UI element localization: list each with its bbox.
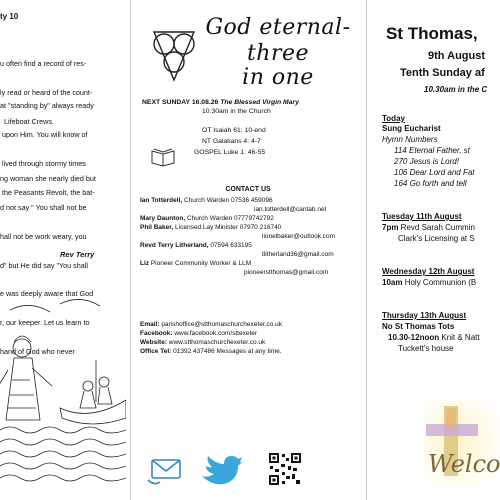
- contact-online: [140, 320, 362, 356]
- contact-line: Ian Totterdell, Church Warden 07536 459096: [140, 197, 273, 204]
- reflection-paragraph-1: u often find a record of res- ly read or heard of the count- Lifeboat Crews.: [0, 59, 93, 126]
- banner-line-3: in one: [242, 65, 314, 90]
- tuesday-label: Tuesday 11th August: [382, 212, 462, 221]
- wednesday-label: Wednesday 12th August: [382, 267, 475, 276]
- banner-line-1: God eternal-: [205, 15, 351, 40]
- hymn-item: 114 Eternal Father, st: [394, 146, 470, 155]
- contact-line: ian.totterdell@cantab.net: [254, 206, 327, 213]
- trinity-symbol-icon: [148, 22, 200, 92]
- welcome-graphic: [424, 400, 500, 490]
- church-name: St Thomas,: [386, 24, 478, 43]
- tuesday-event: 7pm Revd Sarah Cummin: [382, 223, 475, 232]
- hymns-label: Hymn Numbers: [382, 135, 438, 144]
- next-sunday-label: NEXT SUNDAY 16.08.26: [142, 99, 219, 106]
- signature: Rev Terry: [60, 250, 95, 259]
- thursday-label: Thursday 13th August: [382, 311, 467, 320]
- twitter-bird-icon: [198, 452, 242, 486]
- email-line[interactable]: Email: parishoffice@stthomaschurchexeter.co.uk: [140, 321, 282, 328]
- tuesday-event-cont: Clark's Licensing at S: [398, 234, 475, 243]
- bible-icon: [150, 145, 176, 167]
- contact-title: CONTACT US: [225, 186, 271, 193]
- fold-divider-right: [366, 0, 367, 500]
- wednesday-event: 10am Holy Communion (B: [382, 278, 477, 287]
- office-tel-line: Office Tel: 01392 437486 Messages at any time.: [140, 348, 282, 355]
- jesus-walking-on-water-illustration: [0, 290, 126, 500]
- left-panel: [0, 0, 126, 500]
- reading-nt: NT Galatians 4: 4-7: [202, 138, 261, 145]
- thursday-event-2-cont: Tuckett's house: [398, 344, 454, 353]
- website-line[interactable]: Website: www.stthomaschurchexeter.co.uk: [140, 339, 266, 346]
- next-sunday-time: 10.30am in the Church: [202, 108, 271, 115]
- service-type: Sung Eucharist: [382, 124, 441, 133]
- hymn-item: 270 Jesus is Lord!: [394, 157, 459, 166]
- service-time: 10.30am in the C: [424, 85, 488, 94]
- contact-line: Mary Daunton, Church Warden 07779742792: [140, 215, 274, 222]
- facebook-line[interactable]: Facebook: www.facebook.com/sttexeter: [140, 330, 258, 337]
- contact-line: Phil Baker, Licensed Lay Minister 07970 216740: [140, 224, 282, 231]
- contact-line: Liz Pioneer Community Worker & LLM: [140, 260, 252, 267]
- today-label: Today: [382, 114, 405, 123]
- qr-code-icon: [268, 452, 302, 486]
- hymn-item: 106 Dear Lord and Fat: [394, 168, 475, 177]
- middle-panel: [134, 0, 362, 500]
- email-phone-icon: [146, 452, 186, 486]
- reading-gospel: GOSPEL Luke 1: 46-55: [194, 149, 266, 156]
- god-eternal-banner: [148, 16, 362, 94]
- contact-line: pioneerstthomas@gmail.com: [244, 269, 329, 276]
- next-sunday-feast: The Blessed Virgin Mary: [220, 99, 299, 106]
- welcome-text: Welco: [428, 450, 500, 478]
- reflection-paragraph-3: ng woman she nearly died but d not say " You shall not be hall not be work weary, you d" but He did say "You shall e was deeply aware that God r, our keeper. Let us learn to hand of God who never: [0, 174, 96, 356]
- fold-divider-left: [130, 0, 131, 500]
- thursday-event-1: No St Thomas Tots: [382, 322, 455, 331]
- sunday-title: Tenth Sunday af: [400, 67, 485, 79]
- banner-line-2: three: [246, 41, 310, 66]
- contact-line: Revd Terry Litherland, 07594 633195: [140, 242, 252, 249]
- right-panel: [372, 0, 500, 500]
- thursday-event-2: 10.30-12noon Knit & Natt: [388, 333, 480, 342]
- contact-list: [140, 196, 362, 277]
- contact-line: tlitherland36@gmail.com: [262, 251, 334, 258]
- reflection-paragraph-2: at "standing by" always ready upon Him. You will know of lived through stormy times the Peasants Revolt, the bat-: [0, 101, 95, 197]
- service-date: 9th August: [428, 50, 486, 62]
- hymn-item: 164 Go forth and tell: [394, 179, 467, 188]
- contact-line: lionelbaker@outlook.com: [262, 233, 336, 240]
- reflection-title: ty 10: [0, 12, 19, 21]
- reading-ot: OT Isaiah 61: 10-end: [202, 127, 266, 134]
- next-sunday-block: [142, 98, 362, 107]
